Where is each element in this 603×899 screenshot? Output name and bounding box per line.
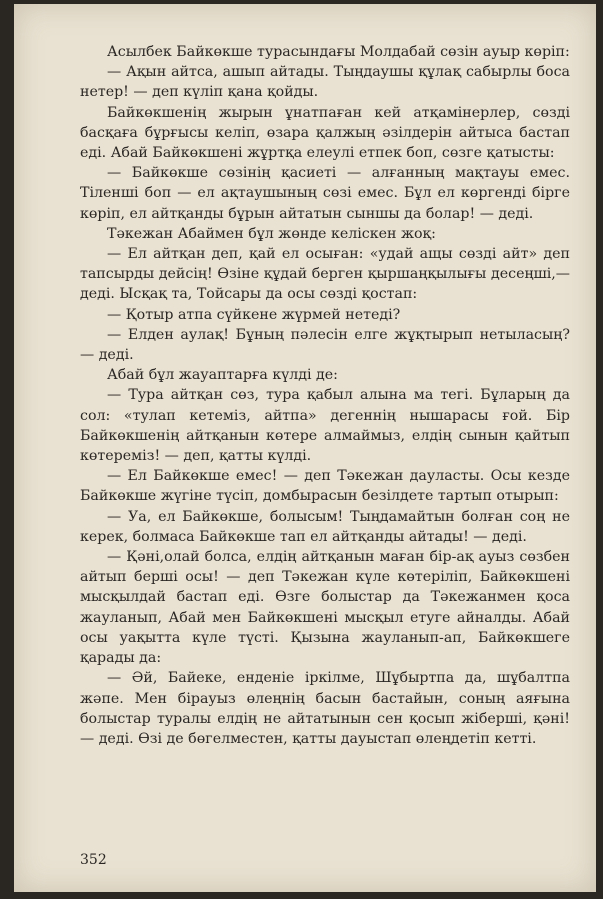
paragraph: — Уа, ел Байкөкше, болысым! Тыңдамайтын болған соң не керек, болмаса Байкөкше тап ел айтқанды айтады! — деді. — [80, 508, 570, 545]
page-number: 352 — [80, 852, 107, 868]
paragraph: — Ақын айтса, ашып айтады. Тыңдаушы құлақ сабырлы боса нетер! — деп күліп қана қойды. — [80, 64, 570, 101]
paragraph: — Қотыр атпа сүйкене жүрмей нетеді? — [107, 306, 401, 323]
paragraph: — Байкөкше сөзінің қасиеті — алғанның мақтауы емес. Тіленші боп — ел ақтаушының сөзі емес. Бұл ел көргенді бірге көріп, ел айтқанды бұрын айтатын сыншы да болар! — деді. — [80, 165, 570, 222]
paragraph: — Әй, Байеке, енденіе іркілме, Шұбыртпа да, шұбалтпа жәпе. Мен бірауыз өлеңнің басын бастайын, соның аяғына болыстар туралы елдің не айтатынын сен қосып жіберші, қәні! — деді. Өзі де бөгелместен, қатты дауыстап өлеңдетіп кетті. — [80, 670, 570, 747]
paragraph: — Ел Байкөкше емес! — деп Тәкежан дауласты. Осы кезде Байкөкше жүгіне түсіп, домбырасын безілдете тартып отырып: — [80, 468, 570, 505]
book-page — [14, 4, 596, 892]
page-text — [80, 42, 570, 749]
paragraph: — Қәні,олай болса, елдің айтқанын маған бір-ақ ауыз сөзбен айтып берші осы! — деп Тәкежан күле көтеріліп, Байкөкшені мысқылдай бастап еді. Өзге болыстар да Тәкежанмен қоса жауланып, Абай мен Байкөкшені мысқыл етуге айналды. Абай осы уақытта күле түсті. Қызына жауланып-ап, Байкөкшеге қарады да: — [80, 549, 570, 667]
paragraph: — Елден аулақ! Бұның пәлесін елге жұқтырып нетыласың? — деді. — [80, 326, 570, 364]
paragraph: Абай бұл жауаптарға күлді де: — [107, 367, 338, 384]
paragraph: Асылбек Байкөкше турасындағы Молдабай сөзін ауыр көріп: — [107, 44, 570, 60]
paragraph: Байкөкшенің жырын ұнатпаған кей атқамінерлер, сөзді басқаға бұрғысы келіп, өзара қалжың әзілдерін айтыса бастап еді. Абай Байкөкшені жұртқа елеулі етпек боп, сөзге қатысты: — [80, 104, 570, 162]
paragraph: — Ел айтқан деп, қай ел осыған: «удай ащы сөзді айт» деп тапсырды дейсің! Өзіне құдай берген қыршаңқылығы десеңші,— деді. Ысқақ та, Тойсары да осы сөзді қостап: — [80, 246, 570, 303]
paragraph: — Тура айтқан сөз, тура қабыл алына ма тегі. Бұларың да сол: «тулап кетеміз, айтпа» дегеннің нышарасы ғой. Бір Байкөкшенің айтқанын көтере алмаймыз, елдің сынын қайтып көтереміз! — деп, қатты күлді. — [80, 387, 570, 465]
paragraph: Тәкежан Абаймен бұл жөнде келіскен жоқ: — [107, 225, 436, 242]
